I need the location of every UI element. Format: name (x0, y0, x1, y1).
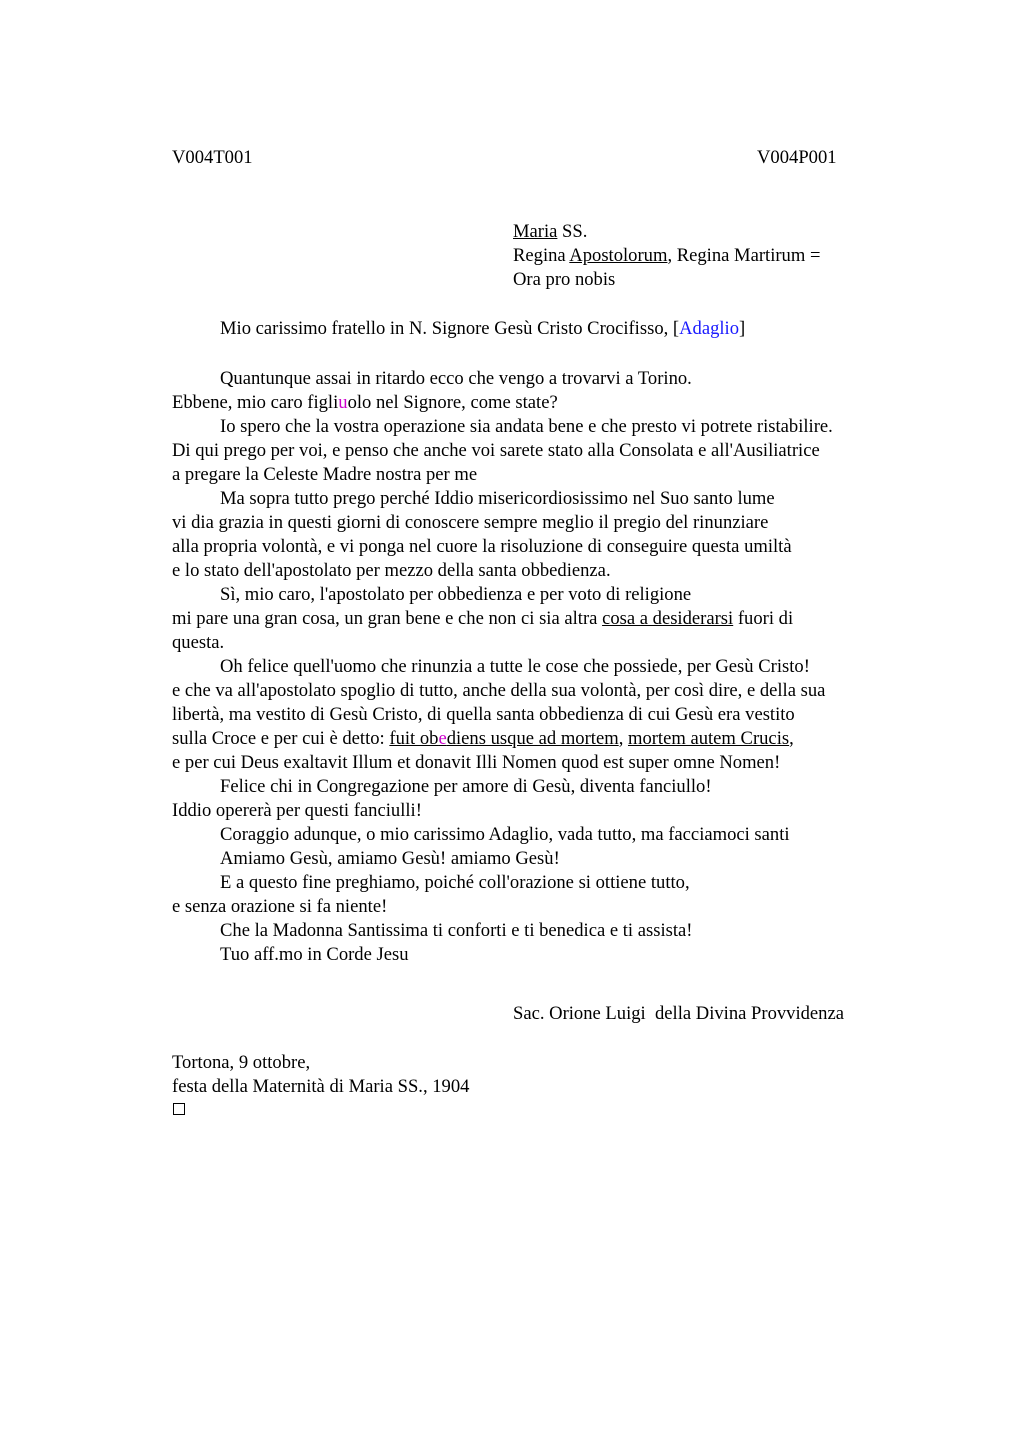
body-line: Che la Madonna Santissima ti conforti e ti benedica e ti assista! (220, 920, 693, 941)
body-line: Io spero che la vostra operazione sia andata bene e che presto vi potrete ristabilire. (220, 416, 833, 437)
dateline (172, 1051, 469, 1099)
signature: Sac. Orione Luigi della Divina Provvidenza (513, 1003, 844, 1024)
underlined-quote-1: fuit obediens usque ad mortem (389, 728, 619, 749)
body-line: E a questo fine preghiamo, poiché coll'orazione si ottiene tutto, (220, 872, 690, 893)
body-line: e senza orazione si fa niente! (172, 896, 388, 917)
dateline-place: Tortona, 9 ottobre, (172, 1052, 311, 1073)
body-line: mi pare una gran cosa, un gran bene e che non ci sia altra cosa a desiderarsi fuori di (172, 608, 794, 629)
body-line: Di qui prego per voi, e penso che anche voi sarete stato alla Consolata e all'Ausiliatrice (172, 440, 820, 461)
highlight-mark: u (338, 392, 348, 413)
invocation-line-3: Ora pro nobis (513, 269, 616, 290)
body-line: e che va all'apostolato spoglio di tutto, anche della sua volontà, per così dire, e della sua (172, 680, 826, 701)
body-line: vi dia grazia in questi giorni di conoscere sempre meglio il pregio del rinunziare (172, 512, 769, 533)
invocation-line-1: Maria SS. (513, 221, 588, 242)
body-line: a pregare la Celeste Madre nostra per me (172, 464, 478, 485)
salutation-name-link[interactable]: Adaglio (679, 318, 740, 339)
highlight-mark: e (438, 728, 447, 749)
invocation-maria: Maria (513, 221, 558, 242)
body-line: e lo stato dell'apostolato per mezzo della santa obbedienza. (172, 560, 611, 581)
underlined-quote-2: mortem autem Crucis (627, 728, 790, 749)
body-line: Quantunque assai in ritardo ecco che vengo a trovarvi a Torino. (220, 368, 692, 389)
body-line: libertà, ma vestito di Gesù Cristo, di quella santa obbedienza di cui Gesù era vestito (172, 704, 795, 725)
invocation-line-2: Regina Apostolorum, Regina Martirum = (513, 245, 821, 266)
letter-body (172, 367, 833, 967)
body-line: Sì, mio caro, l'apostolato per obbedienza e per voto di religione (220, 584, 692, 605)
body-line: Amiamo Gesù, amiamo Gesù! amiamo Gesù! (220, 848, 560, 869)
body-line: Ebbene, mio caro figliuolo nel Signore, come state? (172, 392, 558, 413)
body-line: Iddio opererà per questi fanciulli! (172, 800, 422, 821)
body-line: Oh felice quell'uomo che rinunzia a tutte le cose che possiede, per Gesù Cristo! (220, 656, 810, 677)
dateline-feast: festa della Maternità di Maria SS., 1904 (172, 1076, 470, 1097)
underlined-phrase: cosa a desiderarsi (602, 608, 734, 629)
document-code-right: V004P001 (757, 147, 837, 168)
invocation-apostolorum: Apostolorum (569, 245, 668, 266)
body-line: sulla Croce e per cui è detto: fuit obediens usque ad mortem, mortem autem Crucis, (172, 728, 794, 749)
body-line: Ma sopra tutto prego perché Iddio misericordiosissimo nel Suo santo lume (220, 488, 775, 509)
body-line: Felice chi in Congregazione per amore di Gesù, diventa fanciullo! (220, 776, 712, 797)
checkbox-icon (173, 1103, 185, 1115)
body-line: Coraggio adunque, o mio carissimo Adaglio, vada tutto, ma facciamoci santi (220, 824, 790, 845)
salutation: Mio carissimo fratello in N. Signore Gesù Cristo Crocifisso, [Adaglio] (220, 318, 746, 339)
body-line: questa. (172, 632, 225, 653)
document-code-left: V004T001 (172, 147, 253, 168)
body-line: e per cui Deus exaltavit Illum et donavit Illi Nomen quod est super omne Nomen! (172, 752, 781, 773)
invocation (513, 220, 820, 292)
body-line: alla propria volontà, e vi ponga nel cuore la risoluzione di conseguire questa umiltà (172, 536, 792, 557)
closing-line: Tuo aff.mo in Corde Jesu (220, 944, 409, 965)
